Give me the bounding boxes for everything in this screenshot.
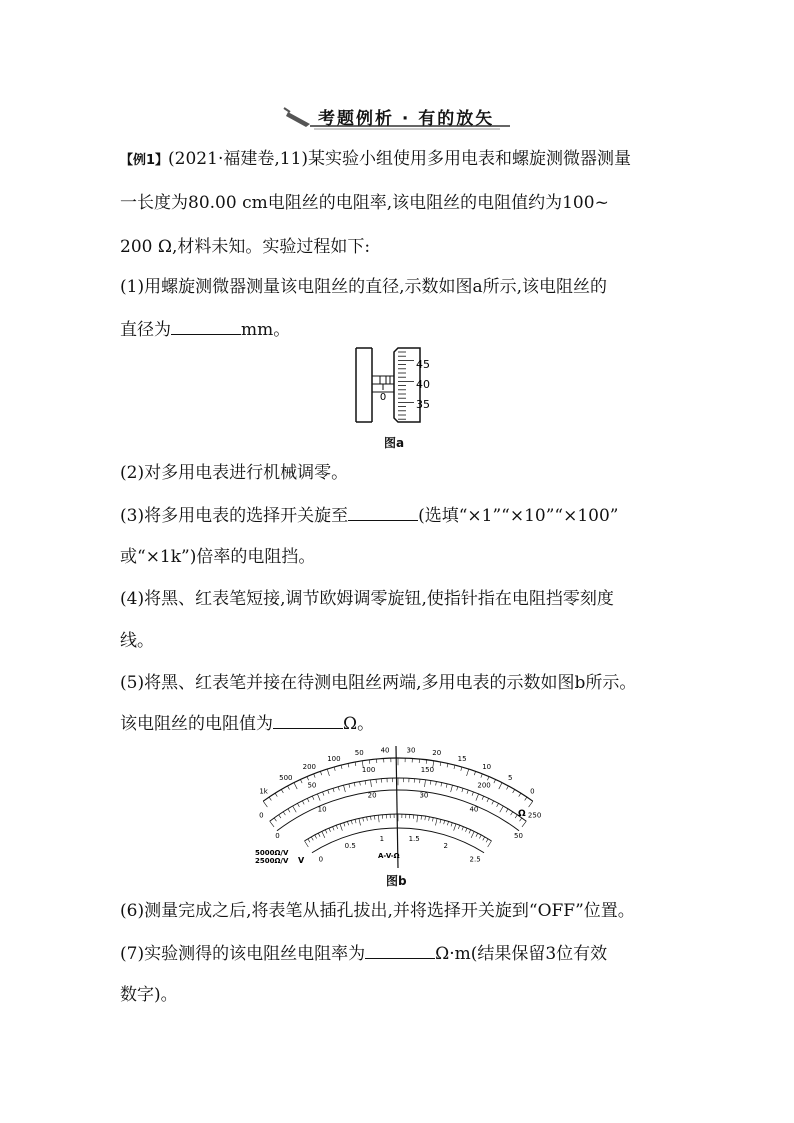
dc-scale-label: 150 [420,765,435,774]
ac-tick [465,828,467,832]
ohm-scale-label: 200 [302,763,317,772]
problem-intro-1: (2021·福建卷,11)某实验小组使用多用电表和螺旋测微器测量 [168,149,632,169]
sensitivity-label-1: 5000Ω/V [255,849,289,857]
ac-tick [447,821,448,825]
ac-tick [305,841,309,847]
ohm-tick [507,786,509,790]
question-1-unit: mm。 [241,320,291,340]
ac-tick [417,815,418,822]
ohm-tick [487,777,489,781]
ohm-tick [474,771,475,775]
ohm-tick [288,786,290,790]
dc-tick [430,781,431,785]
ohm-tick [294,783,297,789]
dc-tick [462,788,463,792]
dc-tick [487,798,489,802]
dc-tick [279,815,281,818]
ac-tick [315,835,317,839]
dc-tick [307,798,309,802]
ohm-tick [481,774,482,778]
dc-tick [472,792,473,796]
question-5-line-1: (5)将黑、红表笔并接在待测电阻丝两端,多用电表的示数如图b所示。 [120,673,637,693]
ac-tick [374,816,375,820]
ac-scale-label: 1 [379,834,385,843]
ac-tick [479,835,481,839]
ac-tick [308,839,310,842]
ac-tick [378,815,379,822]
ohm-tick [499,783,502,789]
figure-b-caption: 图b [386,874,407,888]
question-3-line-2: 或“×1k”)倍率的电阻挡。 [120,547,316,567]
ac-scale-label: 2 [443,841,448,850]
dc-tick [476,794,479,801]
ohm-scale-label: 10 [482,763,492,772]
ac-tick [318,833,320,837]
problem-line-3: 200 Ω,材料未知。实验过程如下: [120,237,371,257]
ac-tick [329,828,331,832]
dc-tick [274,818,276,821]
question-7-note: Ω·m(结果保留3位有效 [435,944,608,964]
answer-blank-multiplier[interactable] [348,504,418,521]
ohm-tick [447,763,448,767]
dc-scale-label-2: 20 [367,791,377,800]
ohm-tick [348,763,349,767]
ohm-scale-label: 40 [380,746,390,755]
dc-tick [365,781,366,785]
ohm-tick [269,797,271,800]
problem-line-1 [120,148,631,172]
ac-tick [425,816,426,820]
ohm-scale-label: 15 [457,754,467,763]
dc-tick [323,792,324,796]
ohm-tick [341,765,342,769]
ohm-tick [467,769,469,776]
ohm-tick [281,789,283,792]
ac-tick [451,823,452,827]
ac-tick [486,839,488,842]
answer-blank-resistance[interactable] [273,712,343,729]
ohm-tick [300,780,302,784]
answer-blank-diameter[interactable] [171,318,241,335]
thimble-label-45: 45 [416,358,430,371]
sensitivity-label-2: 2500Ω/V [255,857,289,865]
question-7-line-2: 数字)。 [120,985,178,1005]
dc-tick [467,790,468,794]
ohm-scale-label: 100 [327,754,341,763]
dc-scale-label: 250 [527,811,542,820]
question-5-prefix: 该电阻丝的电阻值为 [120,714,273,734]
dc-tick [270,821,274,827]
dc-tick [446,784,447,788]
ohm-scale-label: 0 [530,787,535,796]
dc-scale-label-2: 0 [275,831,280,840]
dc-scale-label: 200 [477,781,491,790]
ac-tick [488,841,492,847]
ac-tick [355,819,356,823]
ac-tick [347,821,348,825]
ac-tick [340,824,342,831]
dc-tick [492,801,494,805]
dc-tick [371,780,372,787]
problem-line-2: 一长度为80.00 cm电阻丝的电阻率,该电阻丝的电阻值约为100~ [120,193,609,213]
dc-scale-label-2: 10 [317,805,327,814]
dc-tick [436,782,437,786]
answer-blank-resistivity[interactable] [365,942,435,959]
ohm-tick [461,767,462,771]
question-4-line-2: 线。 [120,631,154,651]
dc-tick [297,803,299,807]
ohm-tick [307,777,309,781]
ac-tick [435,818,437,825]
dc-scale-label: 100 [361,765,376,774]
ohm-tick [494,780,496,784]
dc-tick [482,796,484,800]
ac-tick [367,817,368,821]
ac-tick [483,837,485,840]
ohm-scale-label: 30 [406,746,416,755]
question-5-unit: Ω。 [343,714,375,734]
question-6: (6)测量完成之后,将表笔从插孔拔出,并将选择开关旋到“OFF”位置。 [120,901,635,921]
ac-tick [363,818,364,822]
dc-tick [283,812,285,815]
ac-tick [440,819,441,823]
ac-tick [471,831,474,837]
dc-tick [293,806,297,812]
ac-tick [311,837,313,840]
dc-tick [333,788,334,792]
dc-scale-label: 0 [259,811,264,820]
figure-a-micrometer [350,344,450,426]
dc-tick [354,783,355,787]
ac-tick [469,830,471,834]
section-title: 考题例析 · 有的放矢 [318,109,495,129]
question-1-prefix: 直径为 [120,320,171,340]
figure-b-multimeter-dial [250,740,550,872]
ac-tick [476,833,478,837]
ac-scale-label: 0 [318,855,324,864]
dc-tick [441,783,442,787]
ac-tick [333,827,334,831]
ohm-tick [525,797,527,800]
question-1-line-1: (1)用螺旋测微器测量该电阻丝的直径,示数如图a所示,该电阻丝的 [120,277,608,297]
main-scale-zero: 0 [379,392,387,403]
dc-tick [360,782,361,786]
dc-tick [451,785,453,792]
dc-tick [349,784,350,788]
ac-tick [336,825,337,829]
example-tag: 【例1】 [120,153,169,168]
ac-tick [454,824,456,831]
ac-tick [429,817,430,821]
dc-tick [457,787,458,791]
dc-tick [328,790,329,794]
dc-scale-label: 50 [307,781,317,790]
ohm-tick [263,801,267,807]
ohm-scale-label: 1k [259,787,268,796]
ohm-tick [519,793,521,796]
dc-tick [288,809,290,812]
ac-tick [458,825,459,829]
ohm-tick [355,762,356,766]
ac-tick [444,820,445,824]
dc-tick [302,801,304,805]
ohm-scale-label: 500 [279,774,293,783]
dc-scale-label-2: 50 [514,831,523,840]
dc-tick [343,785,345,792]
dc-tick [497,803,499,807]
dc-tick [522,821,526,827]
dc-tick [312,796,314,800]
ohm-tick [334,767,335,771]
ohm-tick [529,801,533,807]
ac-scale-label: 1.5 [408,834,420,843]
dc-tick [317,794,320,801]
ohm-scale-label: 20 [432,749,442,758]
question-2: (2)对多用电表进行机械调零。 [120,463,349,483]
bottom-mode-label: A-V-Ω [378,852,400,860]
thimble-label-35: 35 [416,398,430,411]
ohm-tick [513,789,515,792]
ac-tick [325,830,327,834]
dc-tick [338,787,339,791]
ac-tick [421,816,422,820]
ohm-tick [275,793,277,796]
ohm-tick [454,765,455,769]
dc-tick [506,809,508,812]
ohm-unit-label: Ω [518,809,526,819]
question-5-line-2 [120,712,374,735]
question-7-line-1 [120,942,607,965]
ohm-tick [314,774,315,778]
ac-tick [432,818,433,822]
ohm-tick [440,762,441,766]
ac-tick [359,818,361,825]
question-4-line-1: (4)将黑、红表笔短接,调节欧姆调零旋钮,使指针指在电阻挡零刻度 [120,589,614,609]
ac-tick [344,823,345,827]
dc-scale-label-2: 30 [419,791,429,800]
thimble-label-40: 40 [416,378,430,391]
question-3-line-1 [120,504,619,527]
dc-tick [511,812,513,815]
question-3-options: (选填“×1”“×10”“×100” [418,506,619,526]
question-7-prefix: (7)实验测得的该电阻丝电阻率为 [120,944,366,964]
ac-tick [351,820,352,824]
dc-tick [425,780,426,787]
dc-tick [500,806,504,812]
ac-tick [371,816,372,820]
v-mark: V [298,856,305,865]
ohm-scale-label: 50 [354,749,364,758]
question-1-line-2 [120,318,290,341]
section-header [0,100,794,134]
ac-scale-label: 0.5 [344,841,356,850]
ac-scale-label: 2.5 [469,855,481,864]
dc-scale-label-2: 40 [469,805,479,814]
ac-tick [462,827,463,831]
ohm-tick [327,769,329,776]
ac-tick [322,831,325,837]
ohm-tick [320,771,321,775]
question-3-prefix: (3)将多用电表的选择开关旋至 [120,506,349,526]
ohm-scale-label: 5 [507,774,513,783]
figure-a-caption: 图a [384,436,405,450]
